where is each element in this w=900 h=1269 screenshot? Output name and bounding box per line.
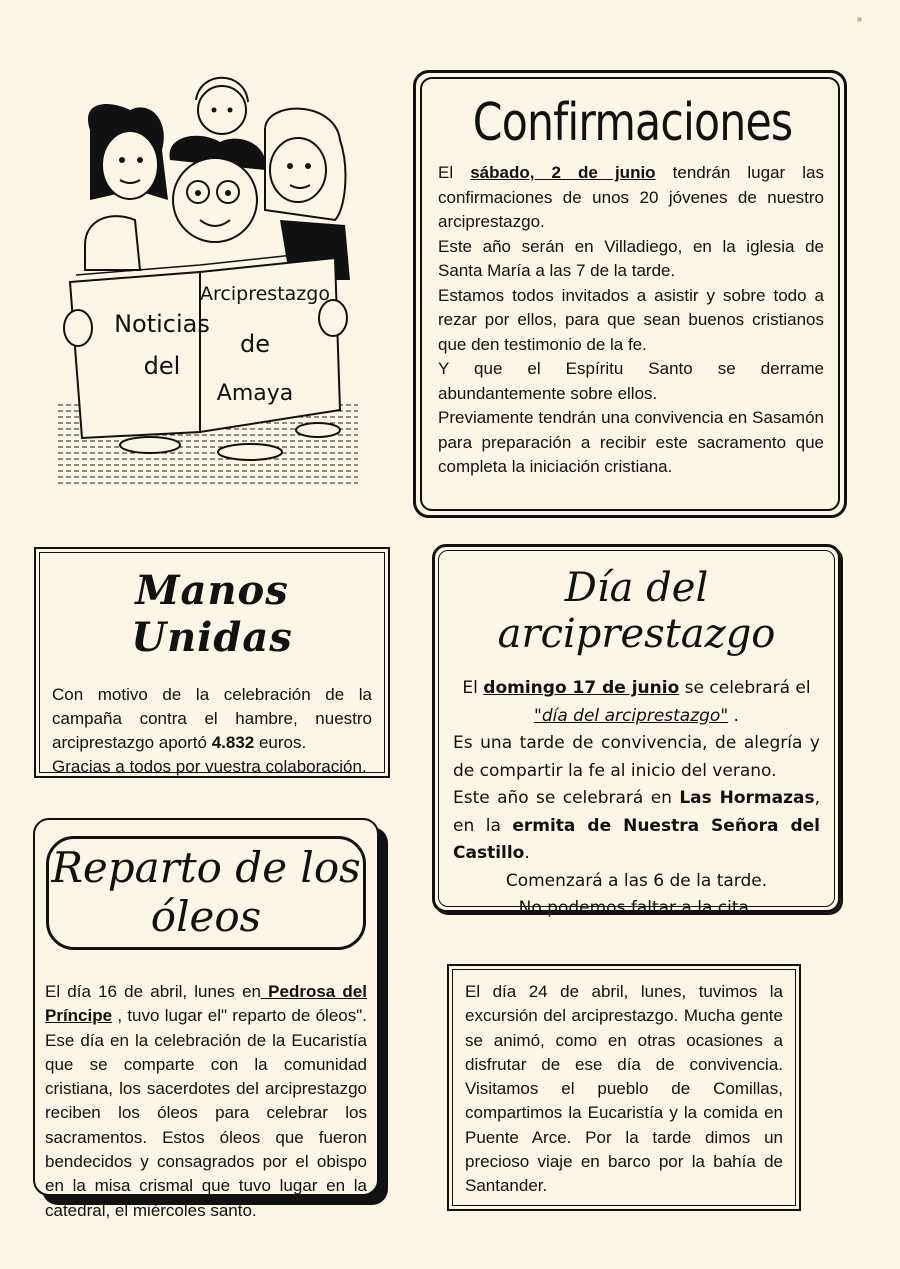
confirmaciones-box [413,70,847,518]
dia-paragraph-3: Este año se celebrará en Las Hormazas, en la ermita de Nuestra Señora del Castillo. [453,788,820,863]
newspaper-left-page [70,272,200,438]
confirmaciones-paragraph-1: El sábado, 2 de junio tendrán lugar las confirmaciones de unos 20 jóvenes de nuestro arciprestazgo. [438,163,824,231]
excursion-inner-frame [452,969,796,1206]
reparto-oleos-text: El día 16 de abril, lunes en Pedrosa del Príncipe , tuvo lugar el" reparto de óleos". Ese día en la celebración de la Eucaristía que se comparte con la comunidad cristiana, los sacerdotes del arciprestazgo reciben los óleos para celebrar los sacramentos. Estos óleos que fueron bendecidos y consagrados por el obispo en la misa crismal que tuvo lugar en la catedral, el miércoles santo. [45,982,367,1220]
dia-arciprestazgo-box [432,544,841,918]
confirmaciones-paragraph-3: Estamos todos invitados a asistir y sobre todo a rezar por ellos, para que sean buenos cristianos que den testimonio de la fe. [438,285,824,354]
confirmaciones-paragraph-5: Previamente tendrán una convivencia en Sasamón para preparación a recibir este sacramento que completa la iniciación cristiana. [438,408,824,476]
manos-unidas-title: Manos Unidas [131,567,293,661]
dia-quote: "día del arciprestazgo" [534,705,729,726]
book-text-de: de [240,330,270,358]
confirmaciones-date: sábado, 2 de junio [470,163,656,182]
dia-ermita: ermita de Nuestra Señora del Castillo [453,815,820,863]
paper-speck [857,17,862,22]
confirmaciones-paragraph-4: Y que el Espíritu Santo se derrame abundantemente sobre ellos. [438,359,824,403]
book-text-noticias: Noticias [114,310,210,338]
reparto-place: Pedrosa del Príncipe [45,982,367,1026]
dia-line-1: El domingo 17 de junio se celebrará el [462,678,811,698]
dia-arciprestazgo-inner-frame [438,550,835,918]
book-text-arciprestazgo: Arciprestazgo [200,283,330,305]
manos-unidas-box [34,547,390,778]
manos-unidas-thanks: Gracias a todos por vuestra colaboración. [52,757,367,776]
book-text-del: del [143,352,181,380]
dia-paragraph-4: Comenzará a las 6 de la tarde. [505,870,768,891]
confirmaciones-paragraph-2: Este año serán en Villadiego, en la iglesia de Santa María a las 7 de la tarde. [438,236,824,280]
excursion-text: El día 24 de abril, lunes, tuvimos la excursión del arciprestazgo. Mucha gente se animó, como en otras ocasiones a disfrutar de ese día de convivencia. Visitamos el pueblo de Comillas, compartimos la Eucaristía y la comida en Puente Arce. Por la tarde dimos un precioso viaje en barco por la bahía de Santander. [465,982,783,1196]
dia-paragraph-2: Es una tarde de convivencia, de alegría y de compartir la fe al inicio del verano. [453,733,820,781]
book-text-amaya: Amaya [216,381,294,406]
reparto-oleos-box [33,818,379,1220]
kids-reading-illustration [50,60,370,490]
manos-unidas-amount: 4.832 [211,733,255,752]
excursion-box [447,964,801,1211]
confirmaciones-title: Confirmaciones [472,93,793,153]
dia-place: Las Hormazas [679,788,815,808]
dia-date: domingo 17 de junio [483,678,680,698]
manos-unidas-text: Con motivo de la celebración de la campaña contra el hambre, nuestro arciprestazgo aportó 4.832 euros. [52,685,372,752]
manos-unidas-inner-frame [39,552,385,776]
dia-paragraph-5: No podemos faltar a la cita. [518,898,755,918]
dia-arciprestazgo-title: Día del arciprestazgo [497,565,776,657]
dia-line-2: "día del arciprestazgo" . [534,705,739,726]
reparto-oleos-title: Reparto de los óleos [46,836,366,950]
confirmaciones-inner-frame [420,77,840,511]
children-newspaper-drawing [50,60,370,490]
